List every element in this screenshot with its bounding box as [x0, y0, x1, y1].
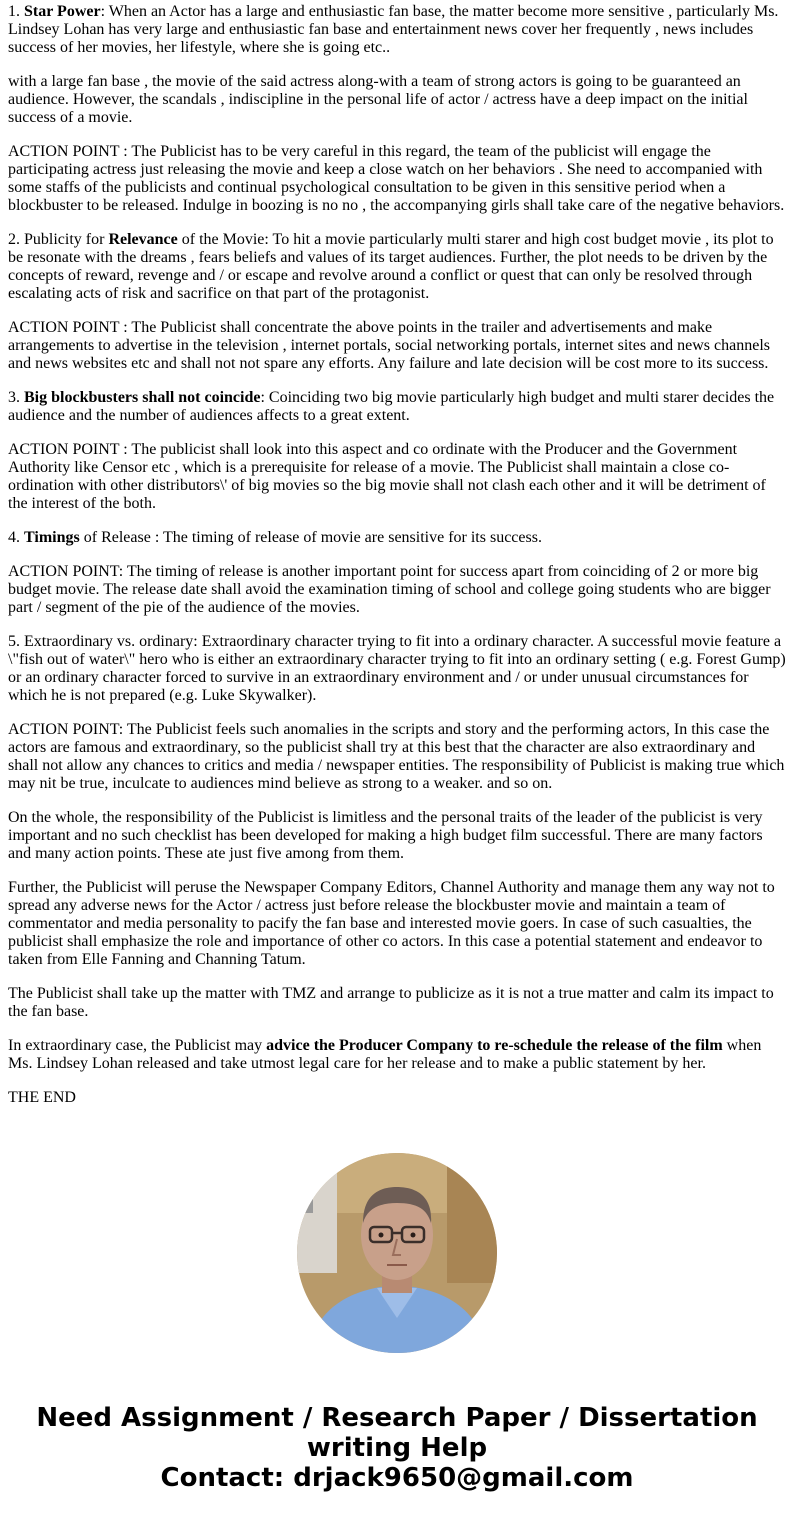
list-number: 4. — [8, 529, 24, 546]
paragraph-extraordinary: 5. Extraordinary vs. ordinary: Extraordinary character trying to fit into a ordinary character. A successful movie feature a \"fish out of water\" hero who is either an extraordinary character trying to fit into an ordinary setting ( e.g. Forest Gump) or an ordinary character forced to survive in an extraordinary environment and / or under unusual circumstances for which he is not prepared (e.g. Luke Skywalker). — [8, 633, 786, 704]
paragraph-further: Further, the Publicist will peruse the Newspaper Company Editors, Channel Authority and manage them any way not to spread any adverse news for the Actor / actress just before release the blockbuster movie and maintain a team of commentator and media personality to pacify the fan base and interested movie goers. In case of such casualties, the publicist shall emphasize the role and importance of other co actors. In this case a potential statement and endeavor to taken from Elle Fanning and Channing Tatum. — [8, 879, 775, 968]
paragraph-blockbusters — [8, 389, 786, 425]
paragraph-action-point-2: ACTION POINT : The Publicist shall concentrate the above points in the trailer and advertisements and make arrangements to advertise in the television , internet portals, social networking portals, internet sites and news channels and news websites etc and shall not not spare any efforts. Any failure and late decision will be cost more to its success. — [8, 319, 771, 372]
list-number: 3. — [8, 389, 24, 406]
paragraph-star-power — [8, 3, 786, 57]
paragraph-action-point-5: ACTION POINT: The Publicist feels such anomalies in the scripts and story and the performing actors, In this case the actors are famous and extraordinary, so the publicist shall try at this best that the character are also extraordinary and shall not allow any chances to critics and media / newspaper entities. The responsibility of Publicist is making true which may nit be true, inculcate to audiences mind believe as strong to a weaker. and so on. — [8, 721, 785, 792]
bold-heading: Big blockbusters shall not coincide — [24, 389, 261, 406]
paragraph-relevance — [8, 231, 786, 303]
bold-heading: Star Power — [24, 3, 101, 20]
footer-contact: Contact: drjack9650@gmail.com — [160, 1463, 634, 1493]
paragraph-timings — [8, 529, 786, 547]
bold-heading: Relevance — [108, 231, 178, 248]
paragraph-text: : Coinciding two big movie particularly high budget and multi starer decides the audience and the number of audiences affects to a great extent. — [8, 389, 775, 424]
avatar-portrait — [297, 1153, 497, 1353]
paragraph-action-point-1: ACTION POINT : The Publicist has to be very careful in this regard, the team of the publicist will engage the participating actress just releasing the movie and keep a close watch on her behaviors . She need to accompanied with some staffs of the publicists and continual psychological consultation to be given in this sensitive period when a blockbuster to be released. Indulge in boozing is no no , the accompanying girls shall take care of the negative behaviors. — [8, 143, 785, 214]
paragraph-text: when Ms. Lindsey Lohan released and take utmost legal care for her release and to make a public statement by her. — [8, 1037, 762, 1072]
paragraph-tmz: The Publicist shall take up the matter with TMZ and arrange to publicize as it is not a true matter and calm its impact to the fan base. — [8, 985, 774, 1020]
bold-heading: Timings — [24, 529, 80, 546]
paragraph-text: In extraordinary case, the Publicist may — [8, 1037, 267, 1054]
list-number: 1. — [8, 3, 24, 20]
paragraph-text: of the Movie: To hit a movie particularly multi starer and high cost budget movie , its plot to be resonate with the dreams , fears beliefs and values of its target audiences. Further, the plot needs to be driven by the concepts of reward, revenge and / or escape and revolve around a conflict or quest that can only be resolved through escalating acts of risk and sacrifice on that part of the protagonist. — [8, 231, 774, 302]
footer-line-1: Need Assignment / Research Paper / Dissertation — [36, 1403, 758, 1433]
footer-banner — [0, 1403, 794, 1493]
list-number: 2. Publicity for — [8, 231, 109, 248]
footer-line-2: writing Help — [306, 1433, 488, 1463]
paragraph-action-point-4: ACTION POINT: The timing of release is another important point for success apart from coinciding of 2 or more big budget movie. The release date shall avoid the examination timing of school and college going students who are bigger part / segment of the pie of the audience of the movies. — [8, 563, 771, 616]
paragraph-fan-base: with a large fan base , the movie of the said actress along-with a team of strong actors is going to be guaranteed an audience. However, the scandals , indiscipline in the personal life of actor / actress have a deep impact on the initial success of a movie. — [8, 73, 748, 126]
paragraph-extraordinary-case — [8, 1037, 786, 1073]
avatar — [297, 1153, 497, 1353]
paragraph-text: : When an Actor has a large and enthusiastic fan base, the matter become more sensitive , particularly Ms. Lindsey Lohan has very large and enthusiastic fan base and entertainment news cover her frequently , news includes success of her movies, her lifestyle, where she is going etc.. — [8, 3, 779, 56]
paragraph-action-point-3: ACTION POINT : The publicist shall look into this aspect and co ordinate with the Producer and the Government Authority like Censor etc , which is a prerequisite for release of a movie. The Publicist shall maintain a close co-ordination with other distributors\' of big movies so the big movie shall not clash each other and it will be detriment of the interest of the both. — [8, 441, 766, 512]
paragraph-text: of Release : The timing of release of movie are sensitive for its success. — [79, 529, 542, 546]
bold-text: advice the Producer Company to re-schedule the release of the film — [266, 1037, 723, 1054]
paragraph-on-the-whole: On the whole, the responsibility of the Publicist is limitless and the personal traits of the leader of the publicist is very important and no such checklist has been developed for making a high budget film successful. There are many factors and many action points. These ate just five among from them. — [8, 809, 763, 862]
the-end: THE END — [8, 1089, 76, 1106]
